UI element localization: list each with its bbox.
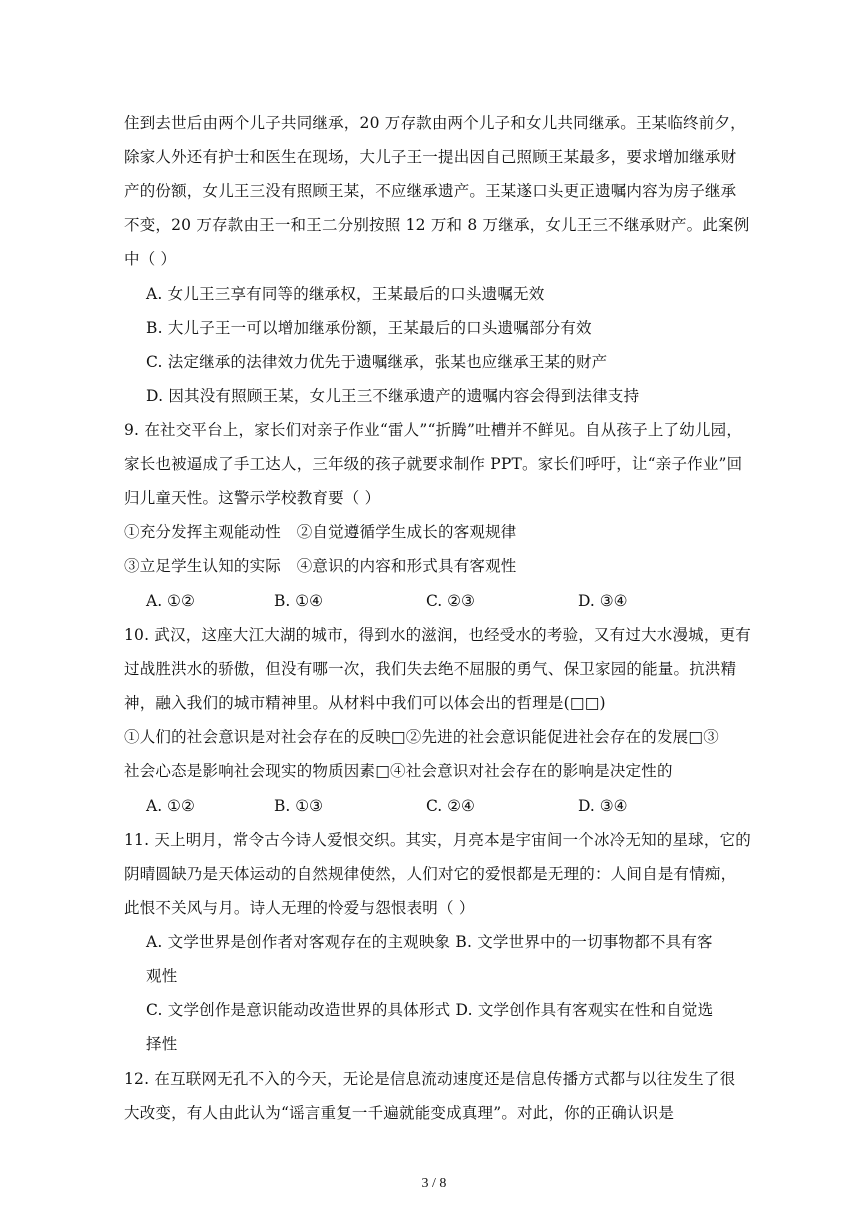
q9-text: 归儿童天性。这警示学校教育要（ ） xyxy=(124,489,381,507)
q10-text: 10. 武汉，这座大江大湖的城市，得到水的滋润，也经受水的考验，又有过大水漫城，更有 xyxy=(124,626,751,644)
q10-choice-a: A. ①② xyxy=(146,797,195,815)
q11-text: 11. 天上明月，常令古今诗人爱恨交织。其实，月亮本是宇宙间一个冰冷无知的星球，它的 xyxy=(124,831,751,849)
q10-text: 神，融入我们的城市精神里。从材料中我们可以体会出的哲理是(□□) xyxy=(124,694,606,712)
q9-text: 9. 在社交平台上，家长们对亲子作业“雷人”“折腾”吐槽并不鲜见。自从孩子上了幼儿园， xyxy=(124,421,743,439)
q9-statement: ①充分发挥主观能动性 ②自觉遵循学生成长的客观规律 xyxy=(124,523,517,541)
q8-option-d: D. 因其没有照顾王某，女儿王三不继承遗产的遗嘱内容会得到法律支持 xyxy=(146,387,640,405)
q11-text: 此恨不关风与月。诗人无理的怜爱与怨恨表明（ ） xyxy=(124,899,475,917)
q10-choice-b: B. ①③ xyxy=(274,797,324,815)
q9-choice-a: A. ①② xyxy=(146,592,195,610)
q12-text: 12. 在互联网无孔不入的今天，无论是信息流动速度还是信息传播方式都与以往发生了很 xyxy=(124,1070,736,1088)
q9-text: 家长也被逼成了手工达人，三年级的孩子就要求制作 PPT。家长们呼吁，让“亲子作业”回 xyxy=(124,455,743,473)
q11-option-ab: A. 文学世界是创作者对客观存在的主观映象 B. 文学世界中的一切事物都不具有客 xyxy=(146,933,713,951)
q12-text: 大改变，有人由此认为“谣言重复一千遍就能变成真理”。对此，你的正确认识是 xyxy=(124,1104,675,1122)
q9-choice-c: C. ②③ xyxy=(426,592,475,610)
q10-statement: 社会心态是影响社会现实的物质因素□④社会意识对社会存在的影响是决定性的 xyxy=(124,762,673,780)
q11-option-wrap: 择性 xyxy=(146,1035,178,1053)
q11-text: 阴晴圆缺乃是天体运动的自然规律使然，人们对它的爱恨都是无理的：人间自是有情痴， xyxy=(124,865,737,883)
q8-option-a: A. 女儿王三享有同等的继承权，王某最后的口头遗嘱无效 xyxy=(146,285,545,303)
text-line: 中（ ） xyxy=(124,250,177,268)
q9-statement: ③立足学生认知的实际 ④意识的内容和形式具有客观性 xyxy=(124,557,517,575)
q9-choice-d: D. ③④ xyxy=(578,592,628,610)
page-number: 3 / 8 xyxy=(421,1176,447,1191)
text-line: 除家人外还有护士和医生在现场，大儿子王一提出因自己照顾王某最多，要求增加继承财 xyxy=(124,148,737,166)
q10-text: 过战胜洪水的骄傲，但没有哪一次，我们失去绝不屈服的勇气、保卫家园的能量。抗洪精 xyxy=(124,660,737,678)
text-line: 不变，20 万存款由王一和王二分别按照 12 万和 8 万继承，女儿王三不继承财产。此案例 xyxy=(124,216,750,234)
q10-choice-c: C. ②④ xyxy=(426,797,475,815)
q8-option-c: C. 法定继承的法律效力优先于遗嘱继承，张某也应继承王某的财产 xyxy=(146,353,608,371)
q8-option-b: B. 大儿子王一可以增加继承份额，王某最后的口头遗嘱部分有效 xyxy=(146,319,592,337)
q11-option-cd: C. 文学创作是意识能动改造世界的具体形式 D. 文学创作具有客观实在性和自觉选 xyxy=(146,1001,714,1019)
q9-choice-b: B. ①④ xyxy=(274,592,324,610)
q11-option-wrap: 观性 xyxy=(146,967,178,985)
q10-choice-d: D. ③④ xyxy=(578,797,628,815)
text-line: 产的份额，女儿王三没有照顾王某，不应继承遗产。王某遂口头更正遗嘱内容为房子继承 xyxy=(124,182,737,200)
q10-statement: ①人们的社会意识是对社会存在的反映□②先进的社会意识能促进社会存在的发展□③ xyxy=(124,728,719,746)
text-line: 住到去世后由两个儿子共同继承，20 万存款由两个儿子和女儿共同继承。王某临终前夕， xyxy=(124,114,746,132)
